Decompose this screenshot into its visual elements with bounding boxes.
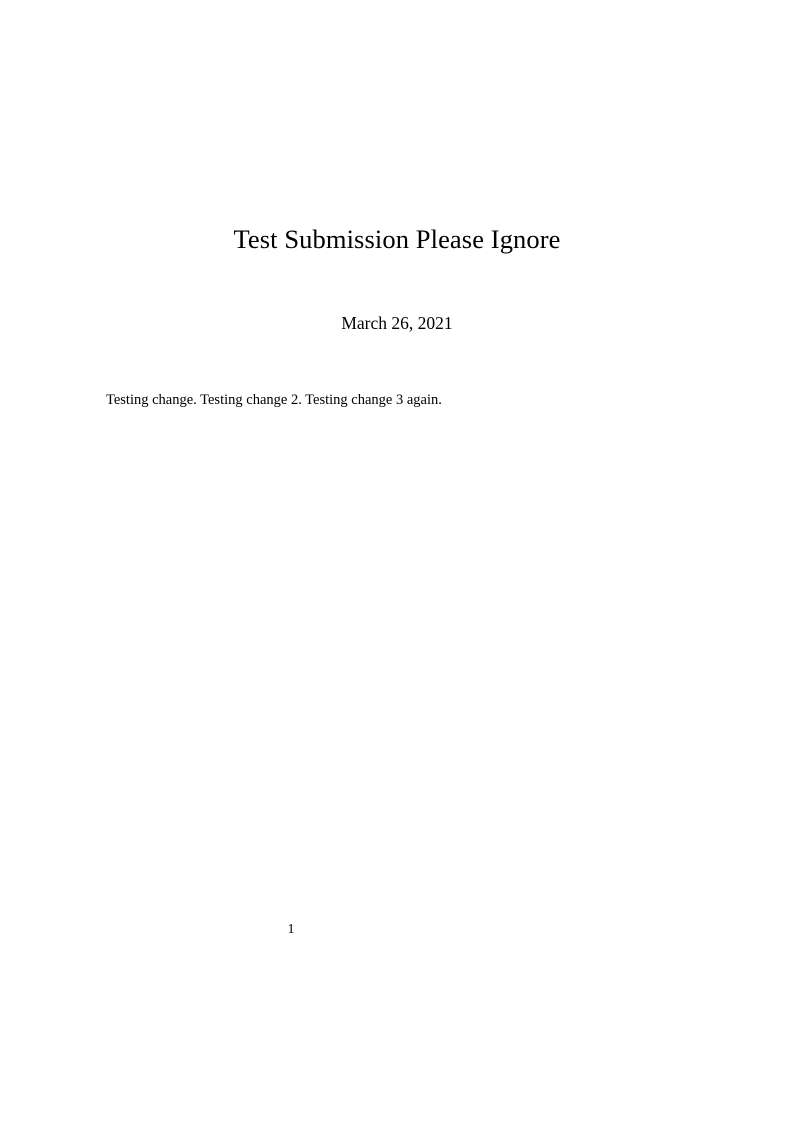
body-paragraph: Testing change. Testing change 2. Testing change 3 again. bbox=[106, 391, 442, 408]
page-number: 1 bbox=[287, 922, 295, 937]
document-date: March 26, 2021 bbox=[341, 313, 453, 333]
page-title: Test Submission Please Ignore bbox=[233, 224, 561, 254]
